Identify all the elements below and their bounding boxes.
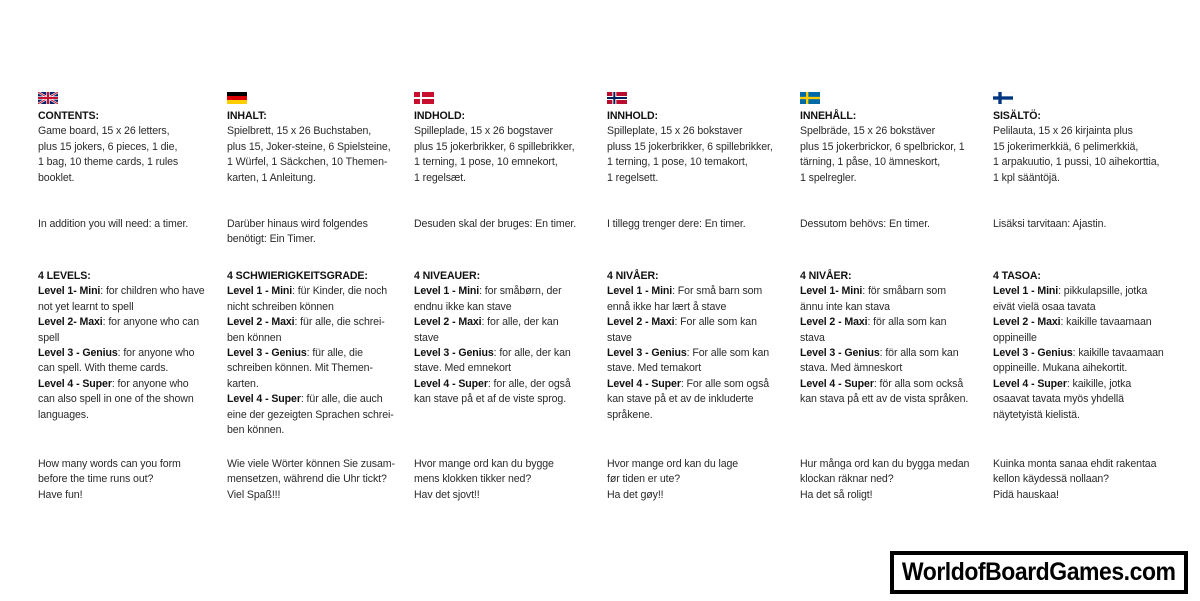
levels-list xyxy=(414,284,607,407)
levels-heading: 4 NIVÅER: xyxy=(607,270,659,282)
germany-flag-icon xyxy=(227,92,247,104)
level-name: Level 3 - Genius xyxy=(800,347,880,360)
level-item xyxy=(38,377,227,423)
level-description: : för småbarn som ännu inte kan stava xyxy=(800,285,946,313)
level-name: Level 4 - Super xyxy=(227,393,301,406)
closing-text: How many words can you form before the time runs out? Have fun! xyxy=(38,458,181,501)
level-description: : For alle som kan stave. Med temakort xyxy=(607,347,770,375)
column-norwegian xyxy=(607,92,800,503)
level-name: Level 1 - Mini xyxy=(607,285,673,298)
level-name: Level 2 - Maxi xyxy=(800,316,868,329)
level-description: : for anyone who can spell xyxy=(38,316,200,344)
level-item xyxy=(227,346,414,392)
contents-heading: INHALT: xyxy=(227,110,267,122)
levels-list xyxy=(800,284,993,407)
level-description: : for alle, der kan stave. Med emnekort xyxy=(414,347,571,375)
level-description: : für alle, die schrei- ben können xyxy=(227,316,385,344)
uk-flag-icon xyxy=(38,92,58,104)
timer-text: I tillegg trenger dere: En timer. xyxy=(607,218,746,230)
levels-heading: 4 NIVEAUER: xyxy=(414,270,481,282)
level-description: : for children who have not yet learnt to spell xyxy=(38,285,205,313)
closing-text: Kuinka monta sanaa ehdit rakentaa kellon käydessä nollaan? Pidä hauskaa! xyxy=(993,458,1157,501)
level-description: : für alle, die schreiben können. Mit Themen- karten. xyxy=(227,347,373,390)
level-description: : für alle, die auch eine der gezeigten Sprachen schrei- ben können. xyxy=(227,393,394,437)
levels-heading: 4 SCHWIERIGKEITSGRADE: xyxy=(227,270,368,282)
timer-text: Dessutom behövs: En timer. xyxy=(800,218,930,230)
level-item xyxy=(227,284,414,315)
level-description: : för alla som kan stava. Med ämneskort xyxy=(800,347,959,375)
level-item xyxy=(993,377,1173,423)
level-item xyxy=(38,284,227,315)
column-swedish xyxy=(800,92,993,503)
column-english xyxy=(38,92,227,503)
closing-text: Hvor mange ord kan du bygge mens klokken tikker ned? Hav det sjovt!! xyxy=(414,458,554,501)
level-item xyxy=(414,284,607,315)
level-item xyxy=(607,284,800,315)
watermark-inner xyxy=(894,555,1184,590)
level-name: Level 2 - Maxi xyxy=(993,316,1061,329)
level-item xyxy=(607,377,800,423)
contents-text: Spielbrett, 15 x 26 Buchstaben, plus 15, Joker-steine, 6 Spielsteine, 1 Würfel, 1 Säckchen, 10 Themen- karten, 1 Anleitung. xyxy=(227,125,391,184)
timer-text: Lisäksi tarvitaan: Ajastin. xyxy=(993,218,1107,230)
level-description: : kaikille tavaamaan oppineille xyxy=(993,316,1152,344)
level-name: Level 4 - Super xyxy=(993,377,1067,390)
norway-flag-icon xyxy=(607,92,627,104)
level-item xyxy=(993,315,1173,346)
level-description: : for alle, der også kan stave på et af de viste sprog. xyxy=(414,377,571,406)
level-name: Level 3 - Genius xyxy=(607,347,687,360)
level-item xyxy=(800,315,993,346)
level-name: Level 3 - Genius xyxy=(227,347,307,360)
timer-text: Desuden skal der bruges: En timer. xyxy=(414,218,577,230)
contents-heading: INNHOLD: xyxy=(607,110,658,122)
level-description: : kaikille, jotka osaavat tavata myös yhdellä näytetyistä kielistä. xyxy=(993,377,1132,421)
contents-heading: INDHOLD: xyxy=(414,110,465,122)
level-name: Level 2 - Maxi xyxy=(414,316,482,329)
level-item xyxy=(993,284,1173,315)
denmark-flag-icon xyxy=(414,92,434,104)
level-name: Level 2- Maxi xyxy=(38,316,103,329)
level-description: : for anyone who can spell. With theme cards. xyxy=(38,347,195,375)
sweden-flag-icon xyxy=(800,92,820,104)
contents-heading: CONTENTS: xyxy=(38,110,99,122)
level-name: Level 4 - Super xyxy=(800,377,874,390)
level-name: Level 2 - Maxi xyxy=(227,316,295,329)
column-finnish xyxy=(993,92,1173,503)
level-name: Level 3 - Genius xyxy=(414,347,494,360)
level-item xyxy=(607,346,800,377)
column-german xyxy=(227,92,414,503)
contents-text: Spilleplate, 15 x 26 bokstaver pluss 15 jokerbrikker, 6 spillebrikker, 1 terning, 1 pose, 10 temakort, 1 regelsett. xyxy=(607,125,773,184)
contents-text: Spelbräde, 15 x 26 bokstäver plus 15 jokerbrickor, 6 spelbrickor, 1 tärning, 1 påse, 10 ämneskort, 1 spelregler. xyxy=(800,125,965,184)
closing-text: Hvor mange ord kan du lage før tiden er ute? Ha det gøy!! xyxy=(607,458,739,501)
levels-list xyxy=(993,284,1173,423)
column-danish xyxy=(414,92,607,503)
level-item xyxy=(607,315,800,346)
levels-list xyxy=(38,284,227,423)
contents-heading: INNEHÅLL: xyxy=(800,110,857,122)
language-columns xyxy=(38,92,1173,503)
timer-text: In addition you will need: a timer. xyxy=(38,218,189,230)
level-item xyxy=(38,315,227,346)
level-item xyxy=(414,346,607,377)
level-name: Level 1- Mini xyxy=(38,285,101,298)
level-description: : kaikille tavaamaan oppineille. Mukana aihekortit. xyxy=(993,347,1164,375)
level-name: Level 1- Mini xyxy=(800,285,863,298)
watermark-logo xyxy=(890,551,1188,594)
level-description: : for anyone who can also spell in one of the shown languages. xyxy=(38,377,194,421)
level-name: Level 4 - Super xyxy=(38,377,112,390)
closing-text: Wie viele Wörter können Sie zusam- mensetzen, während die Uhr tickt? Viel Spaß!!! xyxy=(227,458,395,501)
levels-heading: 4 TASOA: xyxy=(993,270,1041,282)
contents-text: Game board, 15 x 26 letters, plus 15 jokers, 6 pieces, 1 die, 1 bag, 10 theme cards, 1 rules booklet. xyxy=(38,125,179,184)
level-item xyxy=(800,346,993,377)
levels-heading: 4 LEVELS: xyxy=(38,270,91,282)
level-name: Level 2 - Maxi xyxy=(607,316,675,329)
levels-heading: 4 NIVÅER: xyxy=(800,270,852,282)
contents-text: Spilleplade, 15 x 26 bogstaver plus 15 jokerbrikker, 6 spillebrikker, 1 terning, 1 pose, 10 emnekort, 1 regelsæt. xyxy=(414,125,575,184)
closing-text: Hur många ord kan du bygga medan klockan räknar ned? Ha det så roligt! xyxy=(800,458,970,501)
finland-flag-icon xyxy=(993,92,1013,104)
level-item xyxy=(414,377,607,408)
watermark-text: WorldofBoardGames.com xyxy=(902,558,1176,586)
level-name: Level 3 - Genius xyxy=(38,347,118,360)
level-name: Level 3 - Genius xyxy=(993,347,1073,360)
level-name: Level 1 - Mini xyxy=(993,285,1059,298)
level-item xyxy=(38,346,227,377)
level-description: : pikkulapsille, jotka eivät vielä osaa tavata xyxy=(993,285,1148,313)
level-description: : For alle som kan stave xyxy=(607,316,757,344)
level-item xyxy=(414,315,607,346)
level-description: : för alla som kan stava xyxy=(800,316,947,344)
level-item xyxy=(800,284,993,315)
levels-list xyxy=(227,284,414,438)
level-name: Level 1 - Mini xyxy=(227,285,293,298)
contents-heading: SISÄLTÖ: xyxy=(993,110,1041,122)
level-item xyxy=(993,346,1173,377)
level-item xyxy=(800,377,993,408)
contents-text: Pelilauta, 15 x 26 kirjainta plus 15 jokerimerkkiä, 6 pelimerkkiä, 1 arpakuutio, 1 pussi, 10 aihekorttia, 1 kpl sääntöjä. xyxy=(993,125,1160,184)
level-name: Level 4 - Super xyxy=(607,377,681,390)
level-description: : For alle som også kan stave på et av de inkluderte språkene. xyxy=(607,377,770,421)
level-description: : for småbørn, der endnu ikke kan stave xyxy=(414,285,562,313)
level-description: : For små barn som ennå ikke har lært å stave xyxy=(607,285,763,313)
timer-text: Darüber hinaus wird folgendes benötigt: Ein Timer. xyxy=(227,218,368,246)
level-name: Level 1 - Mini xyxy=(414,285,480,298)
level-description: : for alle, der kan stave xyxy=(414,316,559,344)
level-description: : för alla som också kan stava på ett av de vista språken. xyxy=(800,377,969,406)
level-name: Level 4 - Super xyxy=(414,377,488,390)
level-description: : für Kinder, die noch nicht schreiben können xyxy=(227,285,388,313)
level-item xyxy=(227,392,414,438)
level-item xyxy=(227,315,414,346)
levels-list xyxy=(607,284,800,423)
